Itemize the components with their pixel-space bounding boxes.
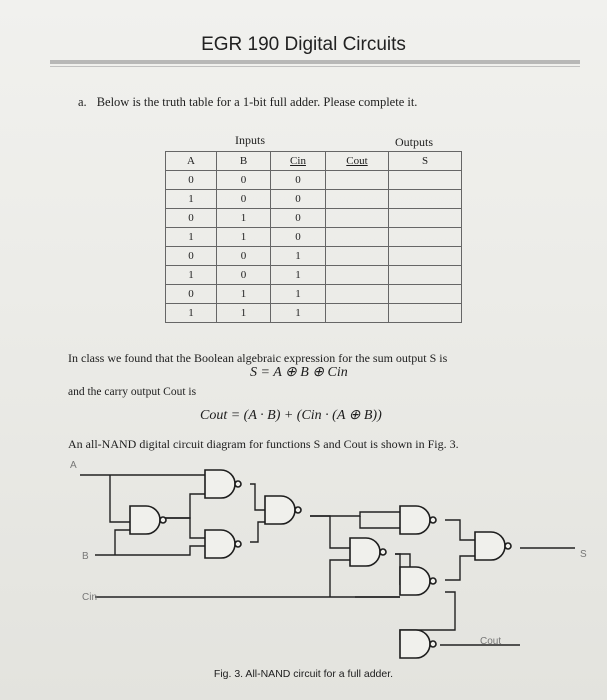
truth-table-cell: 1: [271, 285, 326, 304]
nand-gate-7: [400, 567, 430, 595]
nand-gate-6: [400, 506, 430, 534]
sum-intro: In class we found that the Boolean algebraic expression for the sum output S is: [68, 351, 448, 365]
truth-table-cell: 1: [271, 247, 326, 266]
input-cin-label: Cin: [82, 592, 98, 603]
figure-intro: An all-NAND digital circuit diagram for functions S and Cout is shown in Fig. 3.: [68, 437, 459, 451]
nand-gate-2: [130, 506, 160, 534]
truth-table-header-cin: Cin: [271, 152, 326, 171]
truth-table-cell: 1: [217, 209, 271, 228]
carry-equation: Cout = (A · B) + (Cin · (A ⊕ B)): [200, 408, 382, 423]
nand-gate-8: [475, 532, 505, 560]
nand-gate-9: [400, 630, 430, 658]
nand-bubble-3: [235, 541, 241, 547]
truth-table-cell: 1: [166, 190, 217, 209]
truth-table-cell: 1: [271, 266, 326, 285]
truth-table-cell: 0: [166, 209, 217, 228]
question-text: Below is the truth table for a 1-bit full adder. Please complete it.: [96, 95, 418, 109]
truth-table-cell: 1: [217, 285, 271, 304]
figure-caption: Fig. 3. All-NAND circuit for a full adder.: [213, 668, 394, 680]
truth-table-cell: 1: [166, 266, 217, 285]
truth-table-header-s: S: [389, 152, 462, 171]
truth-table-cell: 0: [271, 171, 326, 190]
carry-intro: and the carry output Cout is: [68, 386, 197, 398]
page-title: EGR 190 Digital Circuits: [201, 34, 406, 55]
nand-bubble-2: [160, 517, 166, 523]
truth-table-cell: 1: [217, 304, 271, 323]
nand-bubble-6: [430, 517, 436, 523]
truth-table-cell: 1: [271, 304, 326, 323]
nand-gate-5: [350, 538, 380, 566]
nand-bubble-8: [505, 543, 511, 549]
truth-table-cell: 0: [217, 190, 271, 209]
outputs-header: Outputs: [395, 135, 434, 149]
truth-table-cell: 0: [166, 247, 217, 266]
input-a-label: A: [70, 460, 77, 471]
truth-table-cell: 1: [166, 304, 217, 323]
nand-bubble-7: [430, 578, 436, 584]
truth-table-header-b: B: [217, 152, 271, 171]
question-label: a.: [78, 95, 87, 109]
truth-table-cell: 0: [271, 209, 326, 228]
truth-table-header-a: A: [166, 152, 217, 171]
truth-table-cell: 0: [166, 171, 217, 190]
truth-table-cell: 0: [271, 228, 326, 247]
truth-table-cell: 0: [271, 190, 326, 209]
nand-bubble-5: [380, 549, 386, 555]
nand-bubble-9: [430, 641, 436, 647]
sum-equation: S = A ⊕ B ⊕ Cin: [250, 365, 348, 380]
nand-gate-1: [205, 470, 235, 498]
truth-table-header-cout: Cout: [326, 152, 389, 171]
input-b-label: B: [82, 551, 89, 562]
truth-table-cell: 0: [217, 171, 271, 190]
nand-gate-3: [205, 530, 235, 558]
truth-table-cell: 0: [217, 266, 271, 285]
output-s-label: S: [580, 549, 587, 560]
truth-table-cell: 0: [217, 247, 271, 266]
nand-gate-4: [265, 496, 295, 524]
truth-table-cell: 1: [217, 228, 271, 247]
nand-bubble-1: [235, 481, 241, 487]
truth-table-cell: 1: [166, 228, 217, 247]
truth-table-cell: 0: [166, 285, 217, 304]
nand-bubble-4: [295, 507, 301, 513]
inputs-header: Inputs: [235, 133, 265, 147]
output-cout-label: Cout: [480, 636, 502, 647]
